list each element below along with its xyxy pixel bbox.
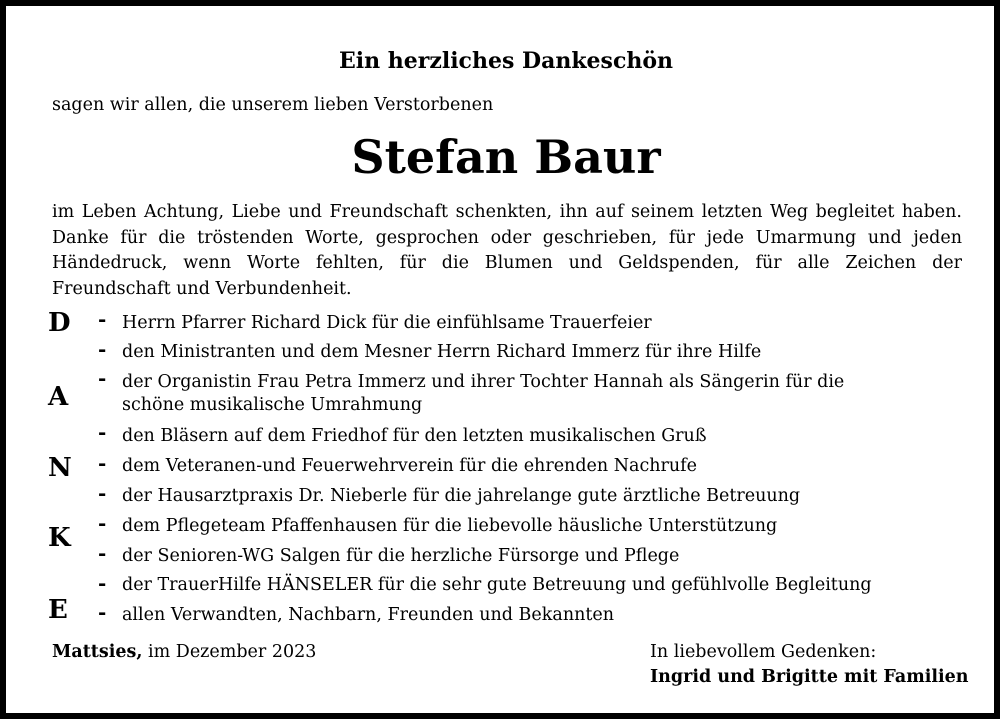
thanks-item-continuation: schöne musikalische Umrahmung xyxy=(122,395,423,415)
list-dash: - xyxy=(98,337,107,361)
paragraph-line: jeden Händedruck, wenn Worte fehlten, für die Blumen und Geldspenden, für alle Zeichen der xyxy=(52,227,962,273)
thanks-item: der Senioren-WG Salgen für die herzliche Fürsorge und Pflege xyxy=(122,546,680,566)
list-dash: - xyxy=(98,600,107,624)
danke-letter: D xyxy=(48,308,71,338)
thanks-item: Herrn Pfarrer Richard Dick für die einfühlsame Trauerfeier xyxy=(122,313,652,333)
thanks-item: der Organistin Frau Petra Immerz und ihrer Tochter Hannah als Sängerin für die xyxy=(122,372,845,392)
paragraph-text xyxy=(52,200,962,302)
list-dash: - xyxy=(98,541,107,565)
thanks-item: den Bläsern auf dem Friedhof für den letzten musikalischen Gruß xyxy=(122,426,707,446)
thanks-item: dem Pflegeteam Pfaffenhausen für die liebevolle häusliche Unterstützung xyxy=(122,516,778,536)
danke-letter: K xyxy=(48,523,71,553)
thanks-paragraph xyxy=(52,200,962,302)
date: im Dezember 2023 xyxy=(142,642,317,662)
heading: Ein herzliches Dankeschön xyxy=(338,48,674,74)
place-date xyxy=(52,642,316,662)
paragraph-line: Freundschaft und Verbundenheit. xyxy=(52,278,352,299)
list-dash: - xyxy=(98,307,107,331)
list-dash: - xyxy=(98,481,107,505)
danke-letter: N xyxy=(48,453,72,483)
thanks-item: der Hausarztpraxis Dr. Nieberle für die jahrelange gute ärztliche Betreuung xyxy=(122,486,801,506)
closing-line: In liebevollem Gedenken: xyxy=(650,642,877,662)
intro-text: sagen wir allen, die unserem lieben Verstorbenen xyxy=(52,95,494,115)
list-dash: - xyxy=(98,511,107,535)
place: Mattsies, xyxy=(52,642,143,662)
thanks-item: den Ministranten und dem Mesner Herrn Richard Immerz für ihre Hilfe xyxy=(122,342,762,362)
signers: Ingrid und Brigitte mit Familien xyxy=(650,667,969,687)
thanks-item: allen Verwandten, Nachbarn, Freunden und Bekannten xyxy=(122,605,615,625)
thanks-item: dem Veteranen-und Feuerwehrverein für die ehrenden Nachrufe xyxy=(122,456,698,476)
thanks-item: der TrauerHilfe HÄNSELER für die sehr gute Betreuung und gefühlvolle Begleitung xyxy=(122,575,872,595)
list-dash: - xyxy=(98,451,107,475)
paragraph-line: haben. Danke für die tröstenden Worte, gesprochen oder geschrieben, für jede Umarmung und xyxy=(52,202,962,248)
paragraph-line: im Leben Achtung, Liebe und Freundschaft schenkten, ihn auf seinem letzten Weg begleitet xyxy=(52,202,895,222)
list-dash: - xyxy=(98,420,107,444)
list-dash: - xyxy=(98,571,107,595)
danke-letter: A xyxy=(48,382,69,412)
list-dash: - xyxy=(98,366,107,390)
danke-letter: E xyxy=(48,595,68,625)
deceased-name: Stefan Baur xyxy=(351,130,661,184)
